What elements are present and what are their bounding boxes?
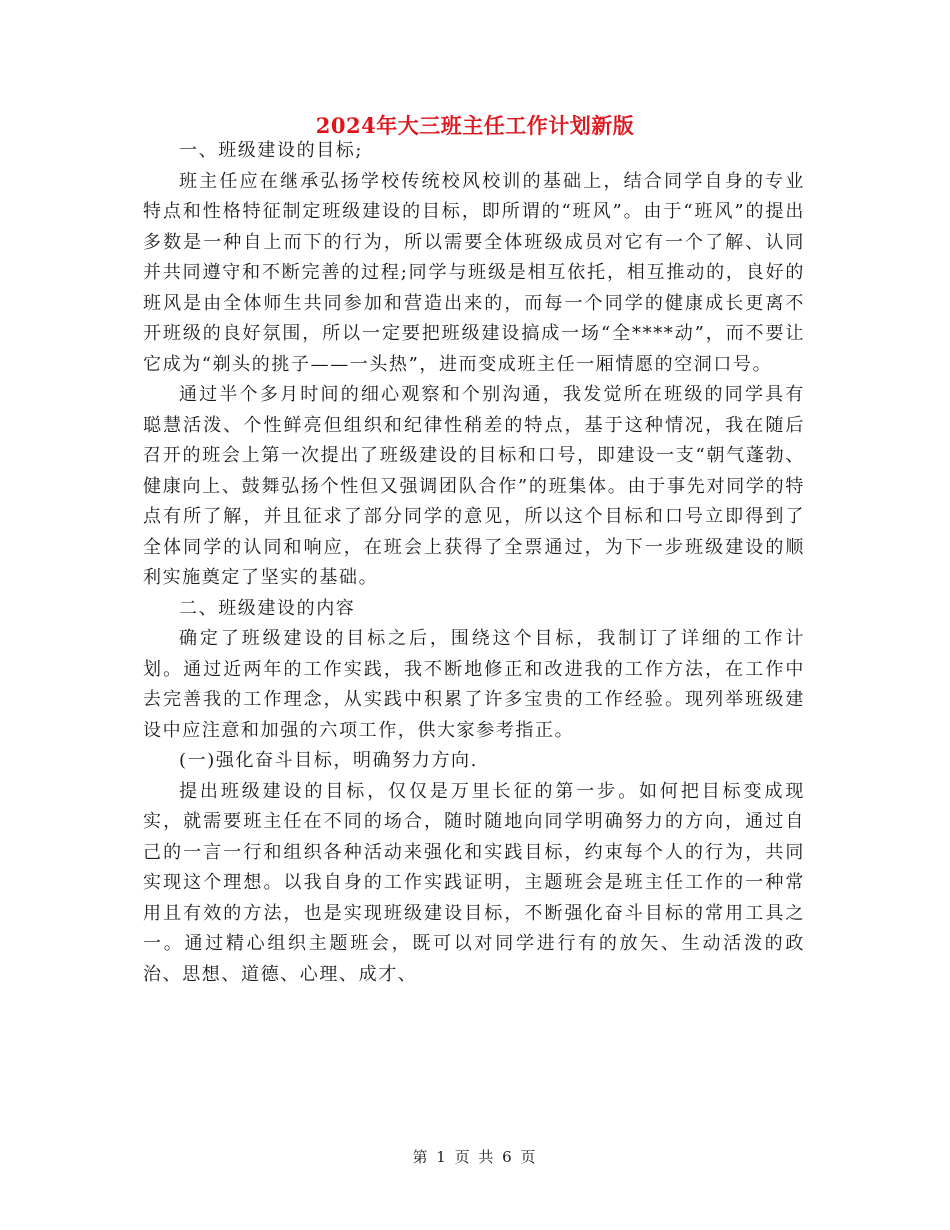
document-title: 2024年大三班主任工作计划新版 xyxy=(315,113,635,138)
subsection-heading-1: (一)强化奋斗目标，明确努力方向. xyxy=(179,750,478,771)
paragraph: 班主任应在继承弘扬学校传统校风校训的基础上，结合同学自身的专业特点和性格特征制定班级建设的目标，即所谓的“班风”。由于“班风”的提出多数是一种自上而下的行为，所以需要全体班级成员对它有一个了解、认同并共同遵守和不断完善的过程;同学与班级是相互依托，相互推动的，良好的班风是由全体师生共同参加和营造出来的，而每一个同学的健康成长更离不开班级的良好氛围，所以一定要把班级建设搞成一场“全****动”，而不要让它成为“剃头的挑子——一头热”，进而变成班主任一厢情愿的空洞口号。 xyxy=(143,170,805,375)
section-heading-2: 二、班级建设的内容 xyxy=(179,597,356,619)
section-heading-1: 一、班级建设的目标; xyxy=(179,140,364,161)
paragraph: 确定了班级建设的目标之后，围绕这个目标，我制订了详细的工作计划。通过近两年的工作实践，我不断地修正和改进我的工作方法，在工作中去完善我的工作理念，从实践中积累了许多宝贵的工作经验。现列举班级建设中应注意和加强的六项工作，供大家参考指正。 xyxy=(143,628,805,741)
paragraph: 提出班级建设的目标，仅仅是万里长征的第一步。如何把目标变成现实，就需要班主任在不同的场合，随时随地向同学明确努力的方向，通过自己的一言一行和组织各种活动来强化和实践目标，约束每个人的行为，共同实现这个理想。以我自身的工作实践证明，主题班会是班主任工作的一种常用且有效的方法，也是实现班级建设目标，不断强化奋斗目标的常用工具之一。通过精心组织主题班会，既可以对同学进行有的放矢、生动活泼的政治、思想、道德、心理、成才、 xyxy=(143,780,805,985)
page-footer: 第 1 页 共 6 页 xyxy=(412,1148,538,1166)
paragraph: 通过半个多月时间的细心观察和个别沟通，我发觉所在班级的同学具有聪慧活泼、个性鲜亮但组织和纪律性稍差的特点，基于这种情况，我在随后召开的班会上第一次提出了班级建设的目标和口号，即建设一支“朝气蓬勃、健康向上、鼓舞弘扬个性但又强调团队合作”的班集体。由于事先对同学的特点有所了解，并且征求了部分同学的意见，所以这个目标和口号立即得到了全体同学的认同和响应，在班会上获得了全票通过，为下一步班级建设的顺利实施奠定了坚实的基础。 xyxy=(143,384,805,588)
document-body xyxy=(143,136,805,990)
